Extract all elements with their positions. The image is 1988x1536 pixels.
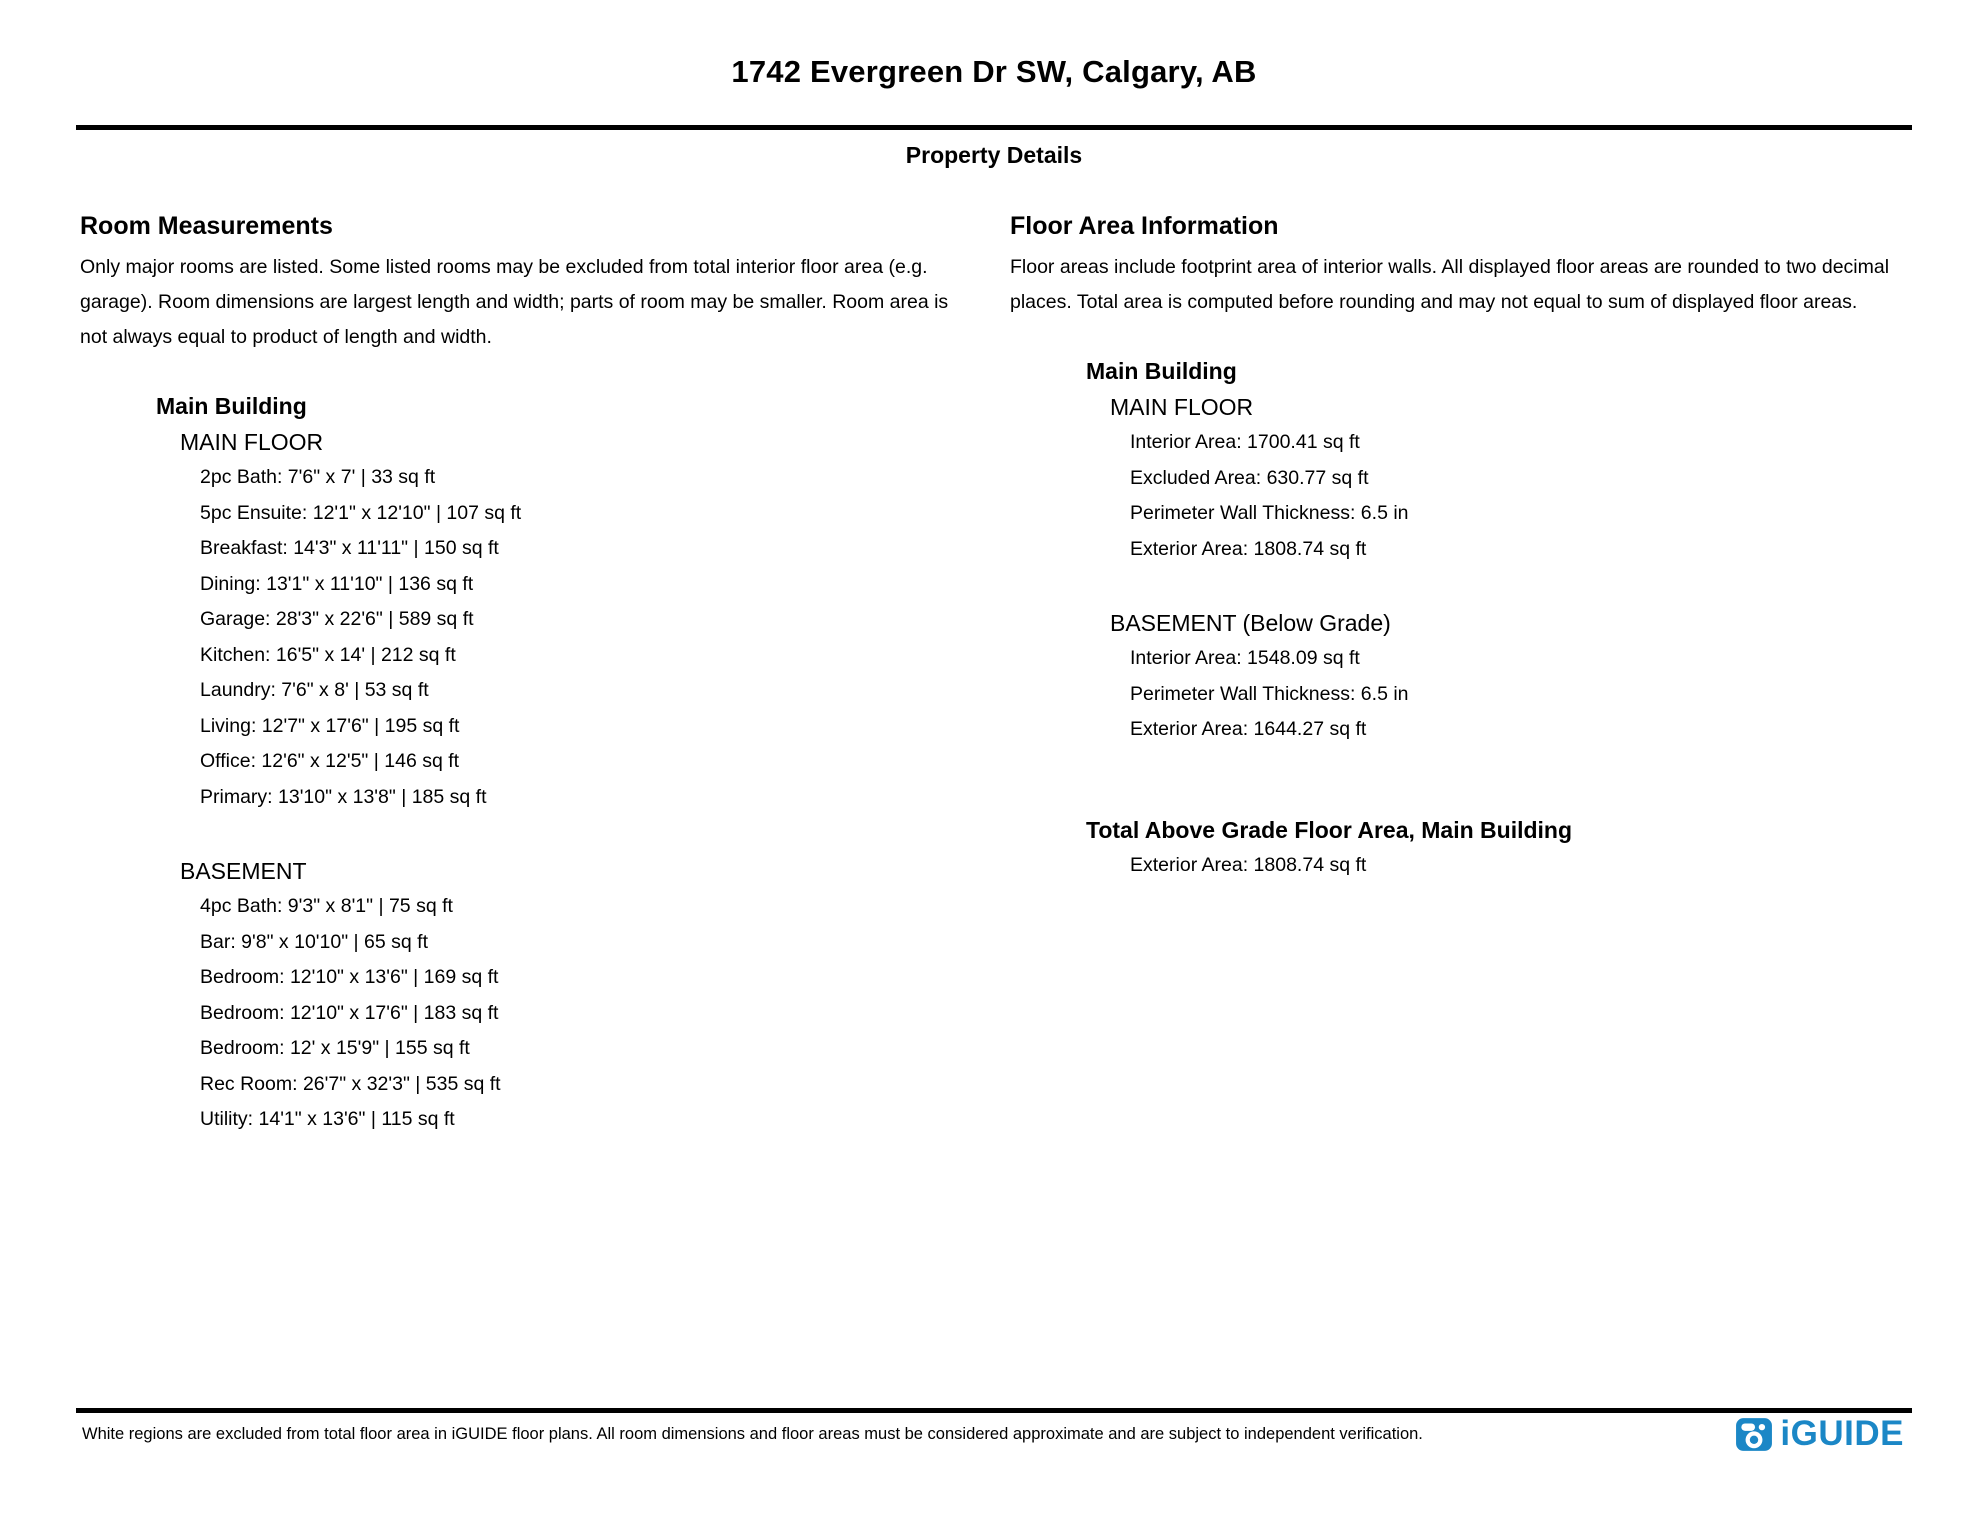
floor-area-building bbox=[1010, 353, 1910, 748]
total-above-grade-section bbox=[1010, 812, 1910, 884]
room-measurement-line: 2pc Bath: 7'6" x 7' | 33 sq ft bbox=[200, 466, 436, 488]
floor-area-information-description: Floor areas include footprint area of interior walls. All displayed floor areas are rounded to two decimal places. Total area is computed before rounding and may not equal to sum of displayed floor areas. bbox=[1010, 256, 1890, 313]
room-measurement-line: Bar: 9'8" x 10'10" | 65 sq ft bbox=[200, 930, 428, 953]
room-measurement-line: 5pc Ensuite: 12'1" x 12'10" | 107 sq ft bbox=[200, 501, 522, 524]
room-measurement-line: Kitchen: 16'5" x 14' | 212 sq ft bbox=[200, 643, 456, 666]
room-measurement-line: Office: 12'6" x 12'5" | 146 sq ft bbox=[200, 750, 460, 772]
total-area-list bbox=[1010, 848, 1910, 884]
room-measurement-line: Dining: 13'1" x 11'10" | 136 sq ft bbox=[200, 572, 474, 595]
floor-name-main-floor: MAIN FLOOR bbox=[1110, 394, 1254, 420]
floor-area-line: Interior Area: 1548.09 sq ft bbox=[1130, 647, 1360, 669]
floor-area-information-heading: Floor Area Information bbox=[1010, 212, 1279, 240]
floor-main-floor-areas bbox=[1010, 389, 1910, 567]
floor-area-line: Perimeter Wall Thickness: 6.5 in bbox=[1130, 502, 1409, 524]
floor-area-line: Exterior Area: 1644.27 sq ft bbox=[1130, 718, 1367, 740]
room-measurement-line: Breakfast: 14'3" x 11'11" | 150 sq ft bbox=[200, 537, 499, 559]
room-measurements-heading: Room Measurements bbox=[80, 212, 333, 240]
room-measurement-line: Bedroom: 12' x 15'9" | 155 sq ft bbox=[200, 1037, 470, 1059]
floor-area-information-section bbox=[1010, 210, 1910, 883]
floor-basement-rooms bbox=[80, 853, 970, 1138]
main-floor-area-list bbox=[1010, 425, 1910, 567]
building-name: Main Building bbox=[156, 393, 307, 419]
room-measurement-line: Bedroom: 12'10" x 13'6" | 169 sq ft bbox=[200, 966, 499, 988]
iguide-logo-text: iGUIDE bbox=[1780, 1414, 1904, 1453]
floor-name-main-floor: MAIN FLOOR bbox=[180, 429, 324, 455]
footer-divider bbox=[76, 1408, 1912, 1413]
basement-room-list bbox=[80, 889, 970, 1138]
room-measurements-section bbox=[80, 210, 970, 1138]
building-name: Main Building bbox=[1086, 358, 1237, 384]
total-above-grade-heading: Total Above Grade Floor Area, Main Building bbox=[1086, 816, 1573, 843]
floor-area-line: Excluded Area: 630.77 sq ft bbox=[1130, 466, 1369, 489]
floor-basement-areas bbox=[1010, 605, 1910, 748]
main-floor-room-list bbox=[80, 460, 970, 815]
basement-area-list bbox=[1010, 641, 1910, 748]
room-measurement-line: Laundry: 7'6" x 8' | 53 sq ft bbox=[200, 679, 429, 701]
floor-name-basement-below-grade: BASEMENT (Below Grade) bbox=[1110, 610, 1391, 636]
footer-disclaimer: White regions are excluded from total floor area in iGUIDE floor plans. All room dimensions and floor areas must be considered approximate and are subject to independent verification. bbox=[82, 1425, 1423, 1443]
floor-name-basement: BASEMENT bbox=[180, 858, 307, 884]
header-divider bbox=[76, 125, 1912, 130]
room-measurement-line: Rec Room: 26'7" x 32'3" | 535 sq ft bbox=[200, 1072, 501, 1095]
room-measurement-line: Garage: 28'3" x 22'6" | 589 sq ft bbox=[200, 608, 474, 630]
iguide-logo bbox=[1735, 1414, 1904, 1454]
iguide-camera-icon bbox=[1735, 1415, 1773, 1453]
floor-area-line: Exterior Area: 1808.74 sq ft bbox=[1130, 537, 1367, 560]
floor-area-line: Perimeter Wall Thickness: 6.5 in bbox=[1130, 682, 1409, 705]
subtitle-property-details: Property Details bbox=[905, 142, 1083, 168]
room-measurement-line: Living: 12'7" x 17'6" | 195 sq ft bbox=[200, 714, 460, 737]
room-measurements-description: Only major rooms are listed. Some listed rooms may be excluded from total interior floor area (e.g. garage). Room dimensions are largest length and width; parts of room may be smaller. Room area is not always equal to product of length and width. bbox=[80, 256, 949, 348]
room-measurements-building bbox=[80, 388, 970, 1138]
room-measurement-line: Primary: 13'10" x 13'8" | 185 sq ft bbox=[200, 785, 487, 808]
room-measurement-line: Bedroom: 12'10" x 17'6" | 183 sq ft bbox=[200, 1001, 499, 1024]
floor-area-line: Exterior Area: 1808.74 sq ft bbox=[1130, 853, 1367, 876]
floor-area-line: Interior Area: 1700.41 sq ft bbox=[1130, 431, 1360, 453]
room-measurement-line: Utility: 14'1" x 13'6" | 115 sq ft bbox=[200, 1108, 455, 1130]
room-measurement-line: 4pc Bath: 9'3" x 8'1" | 75 sq ft bbox=[200, 895, 453, 917]
floor-main-floor-rooms bbox=[80, 424, 970, 815]
page-title: 1742 Evergreen Dr SW, Calgary, AB bbox=[731, 54, 1257, 89]
